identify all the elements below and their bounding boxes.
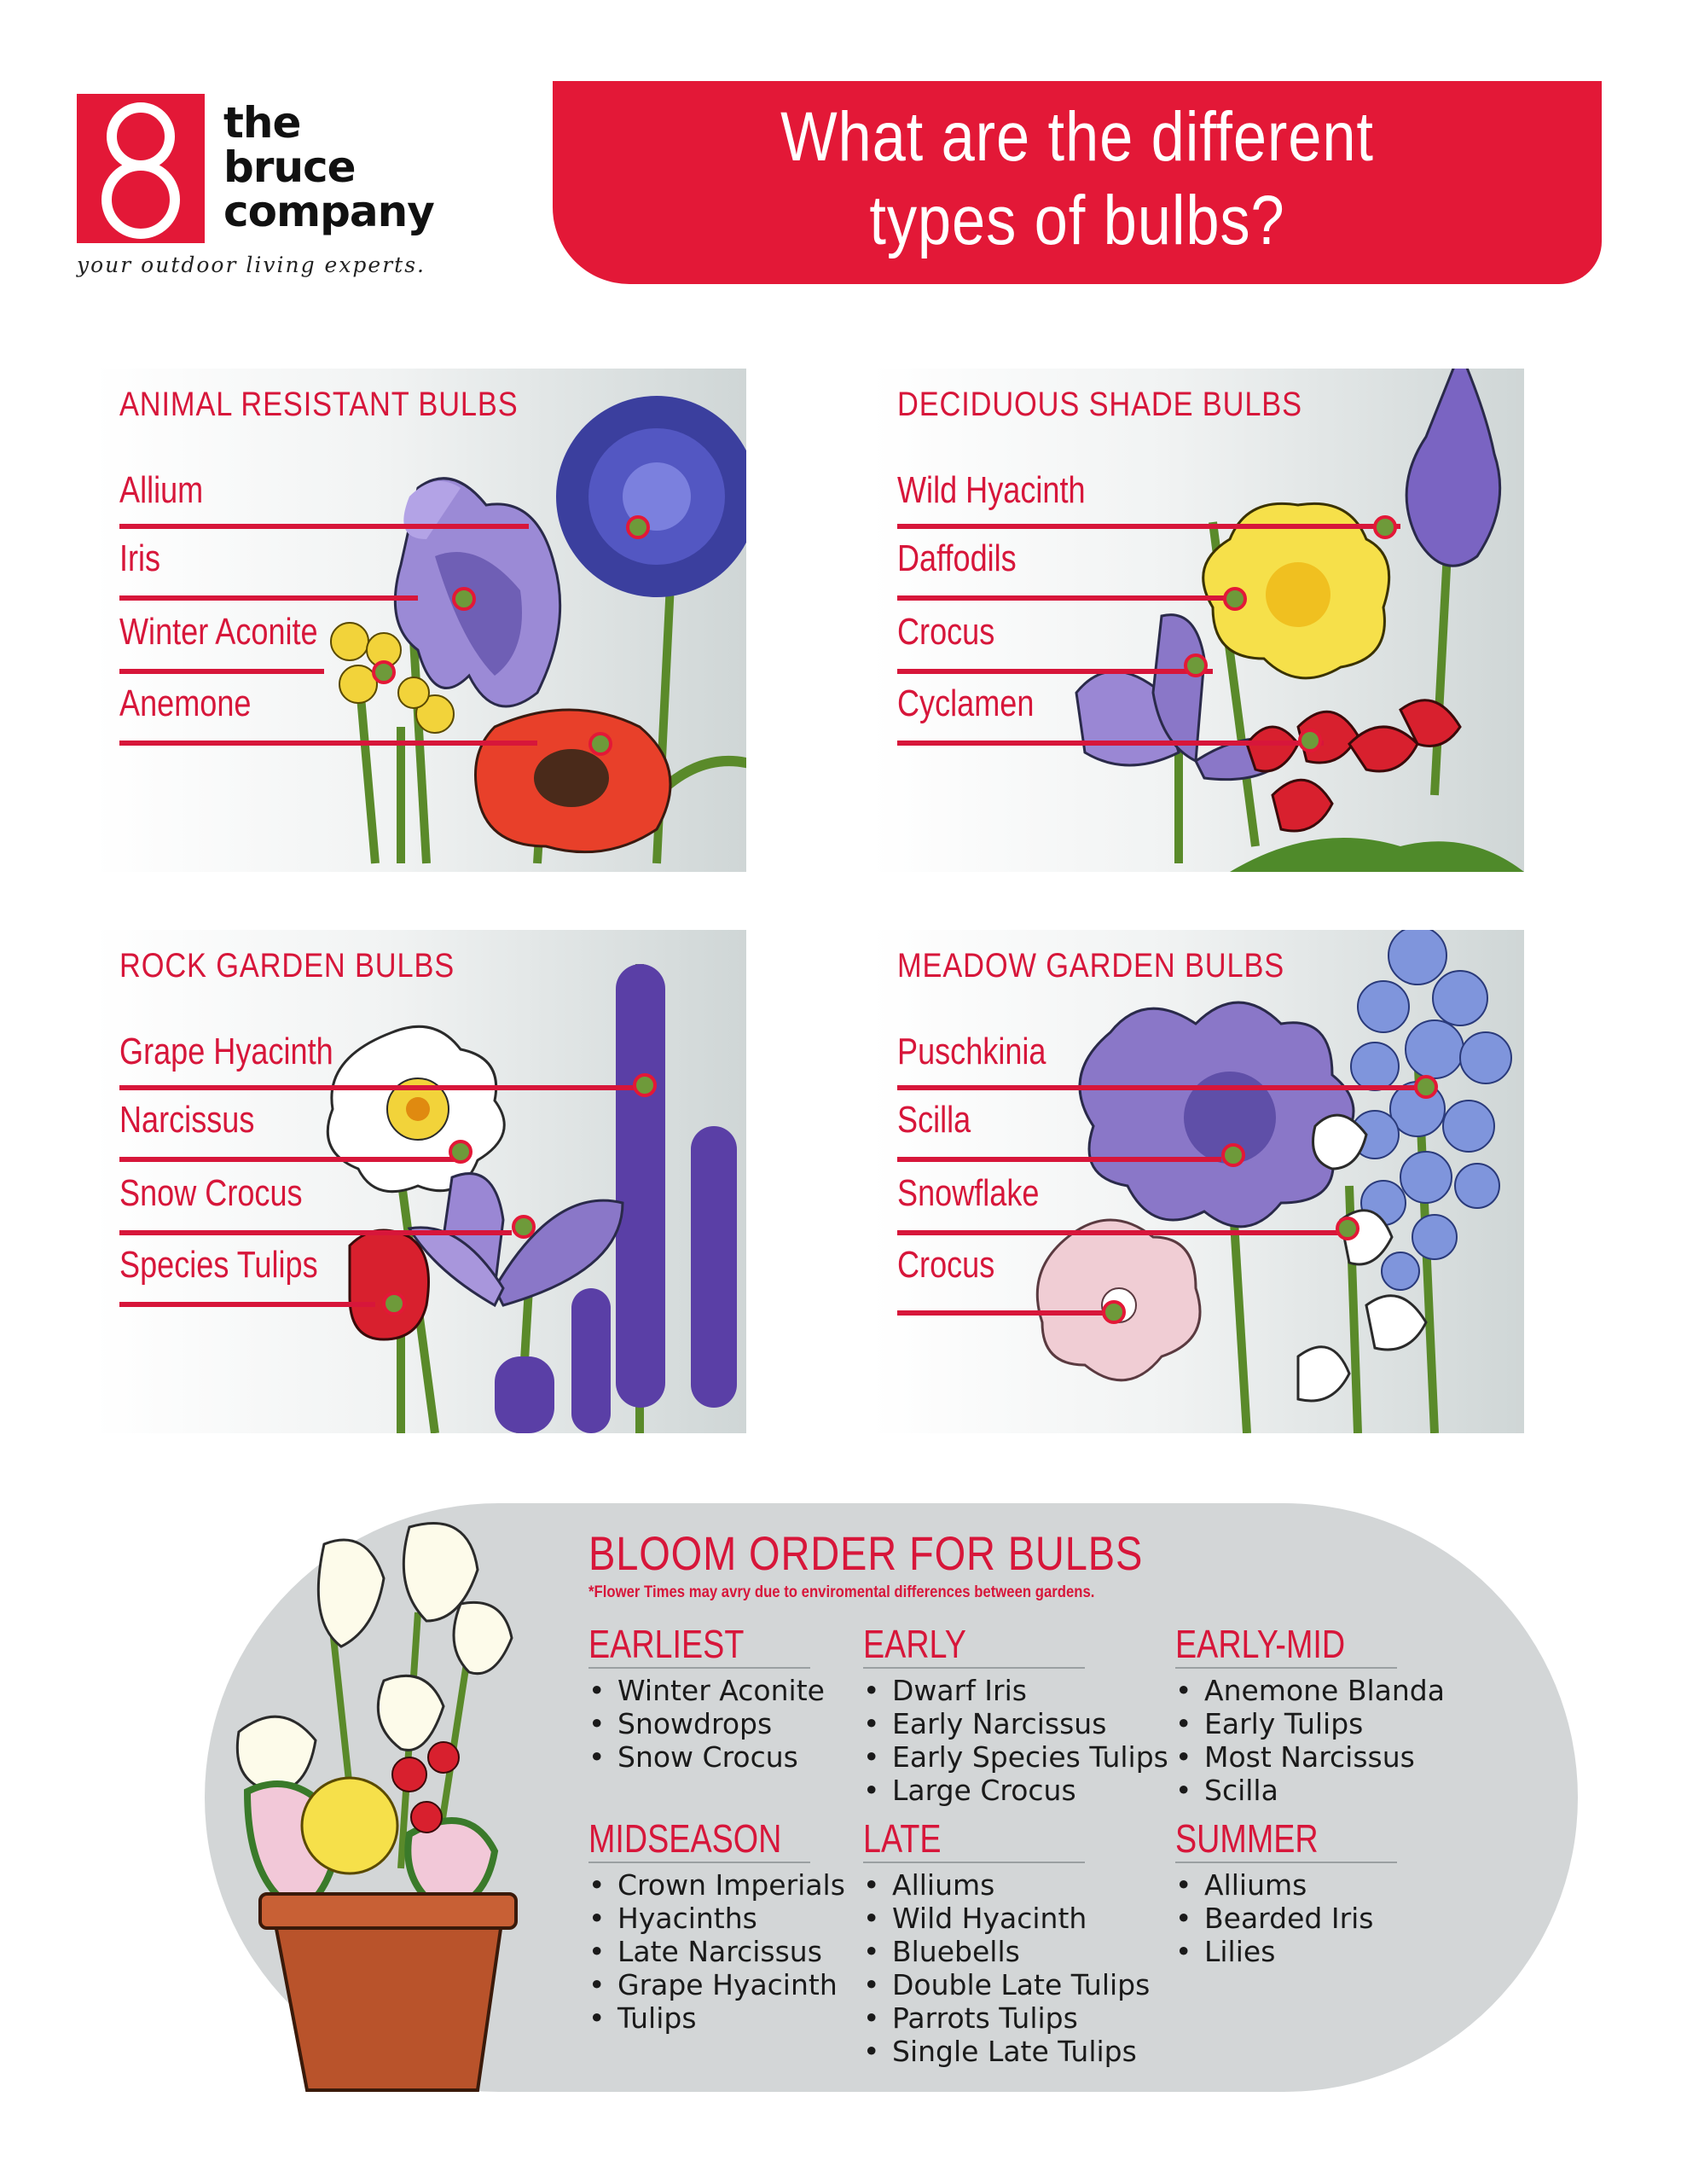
list-item: • Hyacinths [588, 1902, 810, 1935]
list-item: • Crown Imperials [588, 1868, 810, 1902]
marker-dot [449, 1140, 472, 1164]
list-item: • Snow Crocus [588, 1740, 810, 1774]
logo-eight-icon [77, 94, 205, 243]
marker-dot [1223, 587, 1247, 611]
list-item: • Bearded Iris [1175, 1902, 1397, 1935]
bulb-label-species-tulips: Species Tulips [119, 1244, 318, 1286]
list-item: • Scilla [1175, 1774, 1397, 1807]
leader-line [897, 524, 1400, 529]
logo-wordmark [223, 98, 434, 236]
bulb-label-daffodils: Daffodils [897, 537, 1017, 579]
divider [588, 1667, 810, 1669]
leader-line [119, 741, 537, 746]
marker-dot [1336, 1217, 1359, 1240]
list-item: • Alliums [1175, 1868, 1397, 1902]
leader-line [897, 741, 1324, 746]
panel-deciduous-shade [872, 369, 1524, 872]
list-item: • Bluebells [863, 1935, 1085, 1968]
bloom-group-early [863, 1621, 1168, 1807]
logo-line-company: company [223, 187, 434, 236]
panel-title: DECIDUOUS SHADE BULBS [897, 386, 1302, 423]
leader-line [119, 595, 418, 601]
panel-title: MEADOW GARDEN BULBS [897, 947, 1285, 985]
bulb-label-allium: Allium [119, 469, 204, 511]
list-item: • Single Late Tulips [863, 2035, 1085, 2068]
list-item: • Alliums [863, 1868, 1085, 1902]
list-item: • Wild Hyacinth [863, 1902, 1085, 1935]
bulb-label-snow-crocus: Snow Crocus [119, 1172, 303, 1214]
leader-line [119, 1230, 512, 1235]
bulb-label-anemone: Anemone [119, 682, 252, 724]
list-item: • Anemone Blanda [1175, 1674, 1397, 1707]
bloom-group-heading: LATE [863, 1816, 942, 1861]
bulb-label-cyclamen: Cyclamen [897, 682, 1035, 724]
bulb-label-narcissus: Narcissus [119, 1099, 255, 1141]
bulb-label-crocus: Crocus [897, 1244, 995, 1286]
marker-dot [372, 660, 396, 684]
bulb-label-snowflake: Snowflake [897, 1172, 1040, 1214]
bloom-group-heading: EARLY [863, 1622, 966, 1666]
list-item: • Late Narcissus [588, 1935, 810, 1968]
bulb-label-winter-aconite: Winter Aconite [119, 611, 318, 653]
panel-title: ROCK GARDEN BULBS [119, 947, 455, 985]
marker-dot [1298, 729, 1322, 752]
divider [1175, 1667, 1397, 1669]
marker-dot [626, 515, 650, 539]
bulb-label-scilla: Scilla [897, 1099, 971, 1141]
bloom-group-late [863, 1815, 1151, 2068]
panel-meadow-garden [872, 930, 1524, 1433]
leader-line [897, 595, 1238, 601]
marker-dot [382, 1292, 406, 1316]
bloom-group-heading: SUMMER [1175, 1816, 1319, 1861]
panel-animal-resistant [94, 369, 746, 872]
divider [1175, 1862, 1397, 1863]
logo-line-bruce: bruce [223, 142, 356, 192]
bloom-group-earliest [588, 1621, 825, 1774]
marker-dot [1373, 515, 1397, 539]
leader-line [119, 1157, 461, 1162]
bulb-label-wild-hyacinth: Wild Hyacinth [897, 469, 1086, 511]
leader-line [119, 669, 324, 674]
bloom-order-title: BLOOM ORDER FOR BULBS [588, 1526, 1144, 1580]
bulb-label-iris: Iris [119, 537, 161, 579]
leader-line [897, 1230, 1349, 1235]
marker-dot [452, 587, 476, 611]
bloom-group-early-mid [1175, 1621, 1445, 1807]
potted-flowers-illustration [213, 1510, 571, 2099]
list-item: • Most Narcissus [1175, 1740, 1397, 1774]
list-item: • Early Species Tulips [863, 1740, 1085, 1774]
bloom-group-midseason [588, 1815, 845, 2035]
bloom-group-heading: EARLIEST [588, 1622, 745, 1666]
bloom-group-summer [1175, 1815, 1397, 1968]
leader-line [119, 1085, 640, 1090]
leader-line [897, 1085, 1426, 1090]
leader-line [119, 524, 529, 529]
list-item: • Tulips [588, 2001, 810, 2035]
list-item: • Large Crocus [863, 1774, 1085, 1807]
marker-dot [1414, 1075, 1438, 1099]
list-item: • Snowdrops [588, 1707, 810, 1740]
title-line-1: What are the different [780, 98, 1374, 176]
divider [588, 1862, 810, 1863]
page-title [626, 96, 1528, 263]
marker-dot [633, 1073, 657, 1097]
panel-title: ANIMAL RESISTANT BULBS [119, 386, 519, 423]
leader-line [897, 669, 1213, 674]
divider [863, 1862, 1085, 1863]
list-item: • Early Narcissus [863, 1707, 1085, 1740]
logo-mark [77, 94, 205, 243]
title-line-2: types of bulbs? [869, 182, 1285, 259]
list-item: • Grape Hyacinth [588, 1968, 810, 2001]
marker-dot [588, 732, 612, 756]
logo-line-the: the [223, 98, 301, 148]
leader-line [897, 1157, 1221, 1162]
bloom-group-heading: EARLY-MID [1175, 1622, 1346, 1666]
marker-dot [1102, 1300, 1126, 1324]
marker-dot [1184, 653, 1208, 677]
list-item: • Parrots Tulips [863, 2001, 1085, 2035]
list-item: • Early Tulips [1175, 1707, 1397, 1740]
divider [863, 1667, 1085, 1669]
list-item: • Double Late Tulips [863, 1968, 1085, 2001]
marker-dot [1221, 1143, 1245, 1167]
bulb-label-puschkinia: Puschkinia [897, 1031, 1046, 1072]
marker-dot [512, 1215, 536, 1239]
list-item: • Lilies [1175, 1935, 1397, 1968]
bloom-order-note: *Flower Times may avry due to enviromental differences between gardens. [588, 1583, 1095, 1601]
leader-line [897, 1310, 1110, 1316]
logo-tagline: your outdoor living experts. [77, 253, 426, 277]
bulb-label-crocus: Crocus [897, 611, 995, 653]
bloom-group-heading: MIDSEASON [588, 1816, 782, 1861]
panel-rock-garden [94, 930, 746, 1433]
bulb-label-grape-hyacinth: Grape Hyacinth [119, 1031, 333, 1072]
leader-line [119, 1302, 375, 1307]
list-item: • Winter Aconite [588, 1674, 810, 1707]
list-item: • Dwarf Iris [863, 1674, 1085, 1707]
